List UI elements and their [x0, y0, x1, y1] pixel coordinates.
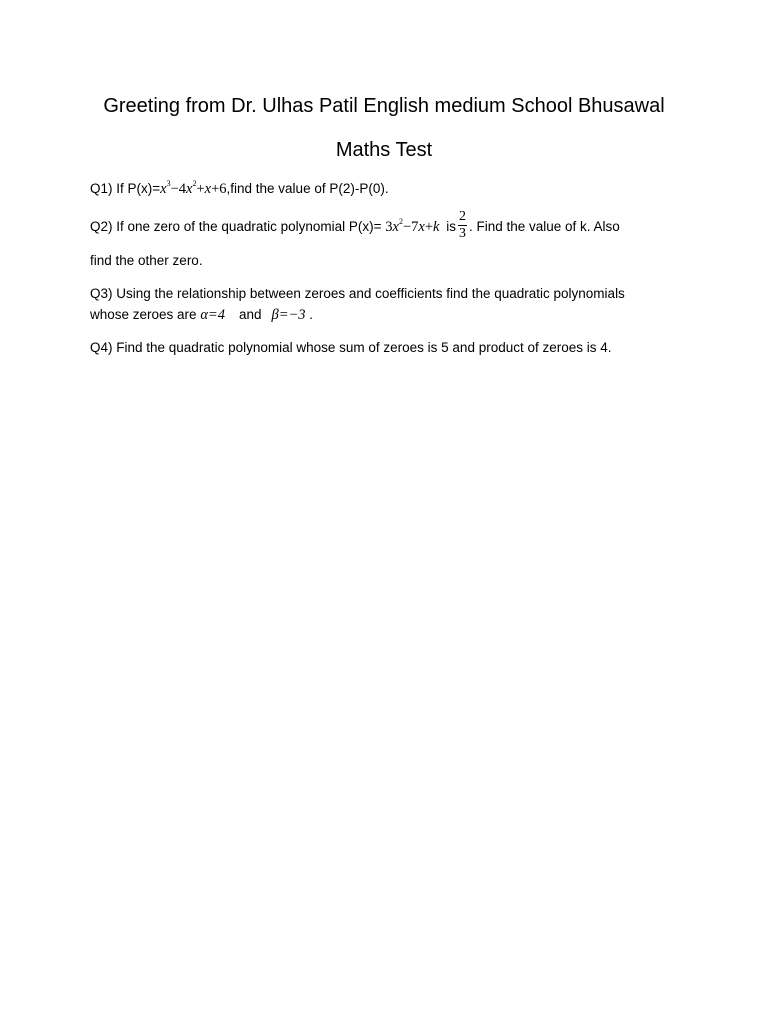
question-2 [90, 209, 620, 243]
question-3-and: and [238, 307, 262, 322]
question-2-continued: find the other zero. [90, 253, 203, 268]
document-title: Greeting from Dr. Ulhas Patil English medium School Bhusawal [103, 95, 665, 117]
question-4: Q4) Find the quadratic polynomial whose sum of zeroes is 5 and product of zeroes is 4. [90, 340, 612, 355]
document-subtitle: Maths Test [335, 139, 433, 161]
question-1-suffix: ,find the value of P(2)-P(0). [226, 181, 389, 196]
fraction-denominator: 3 [458, 226, 466, 241]
question-2-suffix: . Find the value of k. Also [468, 219, 620, 235]
fraction-numerator: 2 [458, 209, 466, 224]
question-2-polynomial: $3x^2-7x+k$ [385, 217, 440, 236]
question-1 [90, 180, 389, 200]
question-1-polynomial: $x^3-4x^2+x+6$ [160, 179, 227, 197]
question-2-prefix: Q2) If one zero of the quadratic polynomial P(x)= [90, 219, 386, 235]
question-1-prefix: Q1) If P(x)= [90, 181, 161, 196]
question-3-alpha: α=4 [200, 307, 225, 323]
question-3-beta: β=−3 [271, 307, 306, 323]
question-3-prefix: whose zeroes are [90, 307, 201, 322]
question-3: Q3) Using the relationship between zeroes and coefficients find the quadratic polynomials [90, 286, 625, 301]
question-3-continued [90, 306, 313, 324]
question-2-fraction [458, 210, 467, 241]
question-2-is: is [446, 219, 456, 235]
question-3-suffix: . [305, 307, 314, 322]
